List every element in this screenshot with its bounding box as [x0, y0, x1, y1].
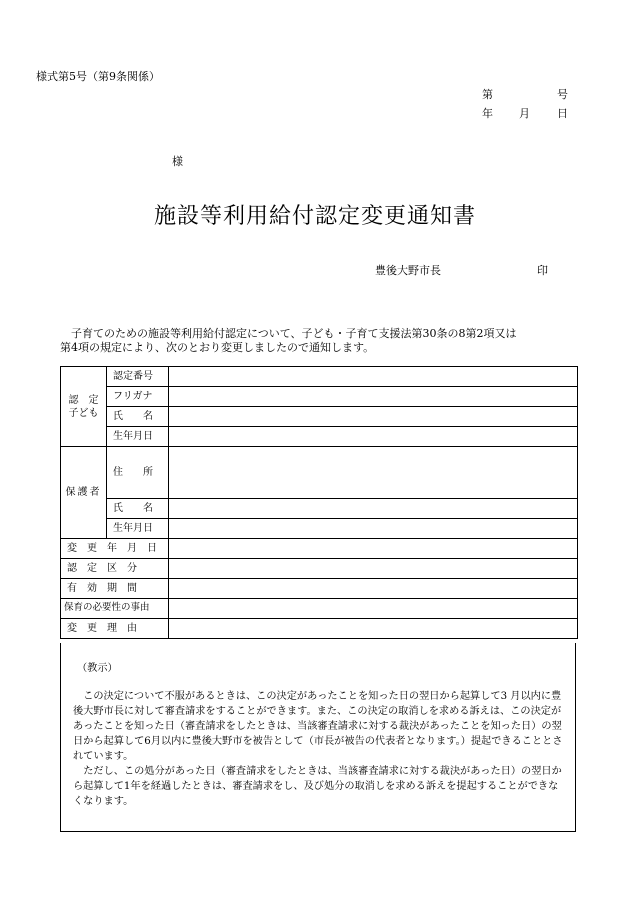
guardian-birthdate-label: 生年月日	[107, 519, 169, 539]
notice-paragraph-2: ただし、この処分があった日（審査請求をしたときは、当該審査請求に対する裁決があった日）の翌日から起算して1年を経過したときは、審査請求をし、及び処分の取消しを求める訴えを提起することができなくなります。	[73, 766, 562, 807]
child-cert-number-label: 認定番号	[107, 367, 169, 387]
change-reason-field[interactable]	[169, 619, 578, 639]
date-year: 年	[482, 107, 493, 120]
child-name-field[interactable]	[169, 407, 578, 427]
issuer-name: 豊後大野市長	[375, 264, 441, 277]
date-month: 月	[519, 107, 530, 120]
document-title: 施設等利用給付認定変更通知書	[153, 204, 476, 229]
guardian-address-field[interactable]	[169, 447, 578, 499]
guardian-birthdate-field[interactable]	[169, 519, 578, 539]
guardian-name-field[interactable]	[169, 499, 578, 519]
notification-table	[60, 366, 578, 639]
intro-line-2: 第4項の規定により、次のとおり変更しましたので通知します。	[60, 341, 375, 354]
form-number: 様式第5号（第9条関係）	[36, 70, 160, 83]
child-cert-number-field[interactable]	[169, 367, 578, 387]
child-name-label: 氏 名	[107, 407, 169, 427]
seal-mark: 印	[537, 264, 548, 277]
document-number-prefix: 第	[482, 88, 493, 101]
appeal-notice	[60, 643, 576, 832]
change-date-field[interactable]	[169, 539, 578, 559]
child-birthdate-field[interactable]	[169, 427, 578, 447]
cert-category-field[interactable]	[169, 559, 578, 579]
date-day: 日	[557, 107, 568, 120]
notice-heading: （教示）	[77, 663, 118, 674]
child-group-label: 認 定 子ども	[61, 367, 107, 447]
child-furigana-field[interactable]	[169, 387, 578, 407]
change-date-label: 変 更 年 月 日	[61, 539, 169, 559]
document-number-suffix: 号	[557, 88, 568, 101]
cert-category-label: 認 定 区 分	[61, 559, 169, 579]
change-reason-label: 変 更 理 由	[61, 619, 169, 639]
guardian-name-label: 氏 名	[107, 499, 169, 519]
validity-period-field[interactable]	[169, 579, 578, 599]
validity-period-label: 有 効 期 間	[61, 579, 169, 599]
addressee-honorific: 様	[172, 155, 183, 168]
childcare-need-reason-label: 保育の必要性の事由	[61, 599, 169, 619]
child-furigana-label: フリガナ	[107, 387, 169, 407]
guardian-group-label: 保護者	[61, 447, 107, 539]
child-birthdate-label: 生年月日	[107, 427, 169, 447]
childcare-need-reason-field[interactable]	[169, 599, 578, 619]
notice-paragraph-1: この決定について不服があるときは、この決定があったことを知った日の翌日から起算して3 月以内に豊後大野市長に対して審査請求をすることができます。また、この決定の取消しを求める訴えは、この決定があったことを知った日（審査請求をしたときは、当該審査請求に対する裁決があったことを知った日）の翌日から起算して6月以内に豊後大野市を被告として（市長が被告の代表者となります。）提起できることとされています。	[73, 691, 563, 762]
guardian-address-label: 住 所	[107, 447, 169, 499]
intro-text	[60, 327, 580, 355]
intro-line-1: 子育てのための施設等利用給付認定について、子ども・子育て支援法第30条の8第2項又は	[71, 327, 517, 340]
